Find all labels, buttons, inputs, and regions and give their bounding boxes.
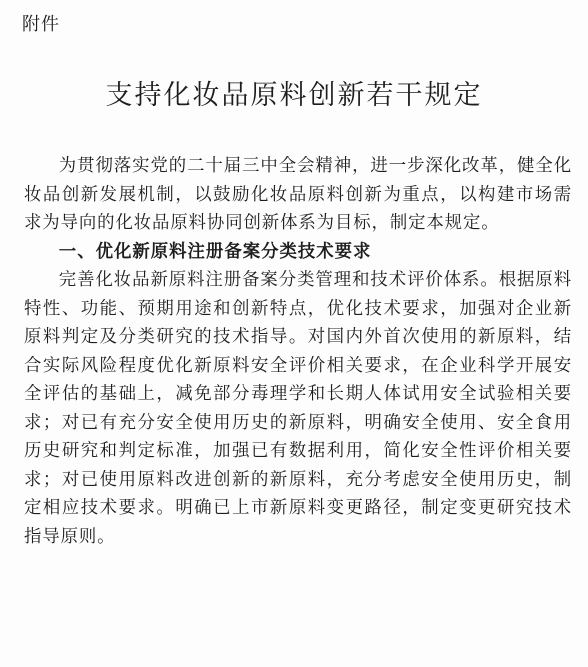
document-body	[24, 152, 572, 551]
document-title: 支持化妆品原料创新若干规定	[105, 80, 483, 111]
section-1-paragraph: 完善化妆品新原料注册备案分类管理和技术评价体系。根据原料特性、功能、预期用途和创新特点，优化技术要求，加强对企业新原料判定及分类研究的技术指导。对国内外首次使用的新原料，结合实际风险程度优化新原料安全评价相关要求，在企业科学开展安全评估的基础上，减免部分毒理学和长期人体试用安全试验相关要求；对已有充分安全使用历史的新原料，明确安全使用、安全食用历史研究和判定标准，加强已有数据利用，简化安全性评价相关要求；对已使用原料改进创新的新原料，充分考虑安全使用历史，制定相应技术要求。明确已上市新原料变更路径，制定变更研究技术指导原则。	[24, 270, 572, 547]
intro-paragraph: 为贯彻落实党的二十届三中全会精神，进一步深化改革，健全化妆品创新发展机制，以鼓励化妆品原料创新为重点，以构建市场需求为导向的化妆品原料协同创新体系为目标，制定本规定。	[24, 156, 572, 233]
section-1-heading: 一、优化新原料注册备案分类技术要求	[58, 241, 372, 262]
attachment-label: 附件	[22, 14, 60, 35]
